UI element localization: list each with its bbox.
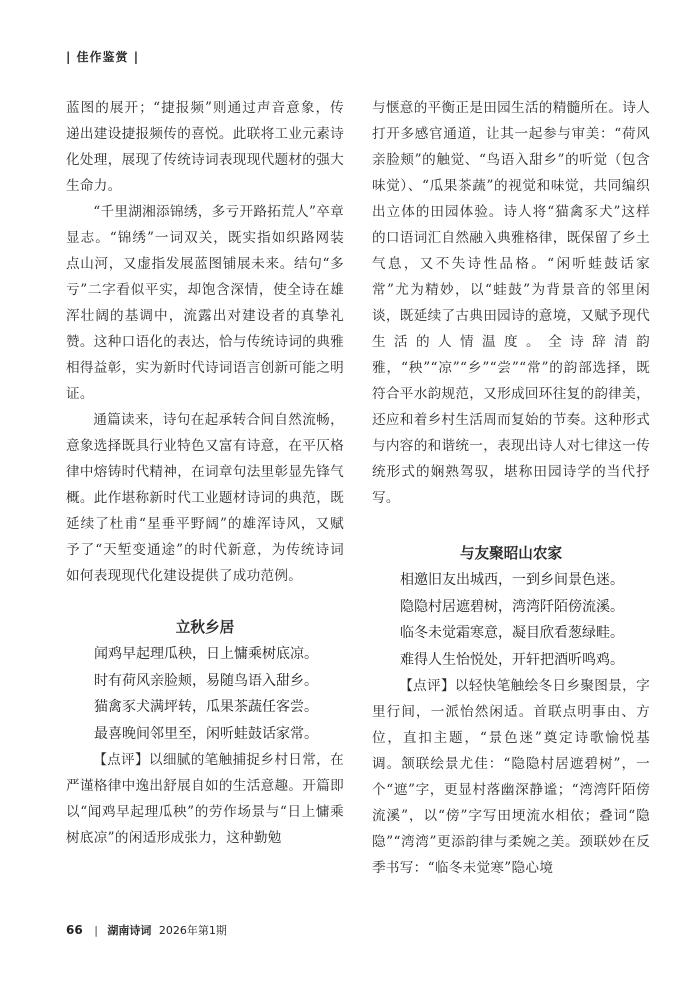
page-number: 66 [66, 923, 83, 937]
poem-line: 最喜晚间邻里至，闲听蛙鼓话家常。 [94, 725, 318, 742]
paragraph: “千里湖湘添锦绣，多亏开路拓荒人”卒章显志。“锦绣”一词双关，既实指如织路网装点山河，又虚指发展蓝图铺展未来。结句“多亏”二字看似平实，却饱含深情，使全诗在雄浑壮阔的基调中，流露出对建设者的真挚礼赞。这种口语化的表达，恰与传统诗词的典雅相得益彰，实为新时代诗词语言创新可能之明证。 [66, 204, 344, 402]
section-tag: | 佳作鉴赏 | [66, 50, 140, 64]
poem-line: 时有荷风亲脸颊，易随鸟语入甜乡。 [94, 672, 318, 689]
right-column [372, 95, 650, 881]
review-paragraph: 【点评】以细腻的笔触捕捉乡村日常，在严谨格律中逸出舒展自如的生活意趣。开篇即以“闻鸡早起理瓜秧”的劳作场景与“日上慵乘树底凉”的闲适形成张力，这种勤勉 [66, 752, 344, 846]
poem-line: 难得人生怡悦处，开轩把酒听鸣鸡。 [400, 651, 624, 668]
magazine-name: 湖南诗词 [107, 924, 152, 937]
poem-title: 与友聚昭山农家 [459, 545, 563, 562]
review-paragraph: 【点评】以轻快笔触绘冬日乡聚图景，字里行间，一派怡然闲适。首联点明事由、方位，直扣主题，“景色迷”奠定诗歌愉悦基调。颔联绘景尤佳：“隐隐村居遮碧树”，一个“遮”字，更显村落幽深静谧；“湾湾阡陌傍流溪”，以“傍”字写田埂流水相依；叠词“隐隐”“湾湾”更添韵律与柔婉之美。颈联妙在反季书写：“临冬未觉寒”隐心境 [372, 678, 650, 876]
poem-line: 闻鸡早起理瓜秧，日上慵乘树底凉。 [94, 646, 318, 662]
page-footer [66, 922, 227, 938]
poem-line: 猫禽豕犬满坪转，瓜果茶蔬任客尝。 [94, 699, 318, 715]
poem-title: 立秋乡居 [175, 619, 235, 636]
paragraph: 通篇读来，诗句在起承转合间自然流畅，意象选择既具行业特色又富有诗意，在平仄格律中熔铸时代精神，在词章句法里彰显先锋气概。此作堪称新时代工业题材诗词的典范，既延续了杜甫“星垂平野阔”的雄浑诗风，又赋予了“天堑变通途”的时代新意，为传统诗词如何表现现代化建设提供了成功范例。 [66, 412, 344, 584]
poem-line: 隐隐村居遮碧树，湾湾阡陌傍流溪。 [400, 598, 624, 615]
poem-line: 临冬未觉霜寒意，凝目欣看葱绿畦。 [400, 625, 624, 641]
footer-separator: | [94, 924, 98, 937]
paragraph: 与惬意的平衡正是田园生活的精髓所在。诗人打开多感官通道，让其一起参与审美：“荷风亲脸颊”的触觉、“鸟语入甜乡”的听觉（包含味觉）、“瓜果茶蔬”的视觉和味觉，共同编织出立体的田园体验。诗人将“猫禽豕犬”这样的口语词汇自然融入典雅格律，既保留了乡土气息，又不失诗性品格。“闲听蛙鼓话家常”尤为精妙，以“蛙鼓”为背景音的邻里闲谈，既延续了古典田园诗的意境，又赋予现代生活的人情温度。全诗辞清韵雅，“秧”“凉”“乡”“尝”“常”的韵部选择，既符合平水韵规范，又形成回环往复的韵律美，还应和着乡村生活周而复始的节奏。这种形式与内容的和谐统一，表现出诗人对七律这一传统形式的娴熟驾驭，堪称田园诗学的当代抒写。 [372, 100, 650, 506]
left-column [66, 95, 344, 851]
issue-label: 2026年第1期 [158, 924, 227, 937]
poem-line: 相邀旧友出城西，一到乡间景色迷。 [400, 572, 624, 588]
paragraph: 蓝图的展开；“捷报频”则通过声音意象，传递出建设捷报频传的喜悦。此联将工业元素诗化处理，展现了传统诗词表现现代题材的强大生命力。 [66, 100, 344, 194]
